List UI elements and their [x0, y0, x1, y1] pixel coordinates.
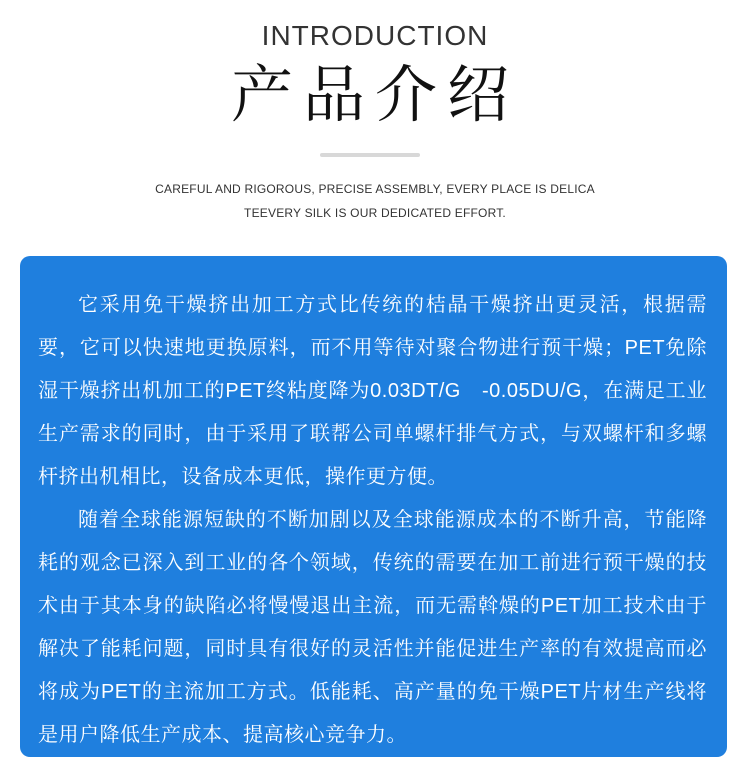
subtitle [0, 177, 750, 225]
title-divider [320, 153, 420, 157]
page-title: 产品介绍 [230, 61, 519, 130]
intro-paragraph-1: 它采用免干燥挤出加工方式比传统的桔晶干燥挤出更灵活，根据需要，它可以快速地更换原料，而不用等待对聚合物进行预干燥；PET免除湿干燥挤出机加工的PET终粘度降为0.03DT/G -0.05DU/G，在满足工业生产需求的同时，由于采用了联帮公司单螺杆排气方式，与双螺杆和多螺杆挤出机相比，设备成本更低，操作更方便。 [38, 294, 707, 488]
intro-paragraph-2: 随着全球能源短缺的不断加剧以及全球能源成本的不断升高，节能降耗的观念已深入到工业的各个领域，传统的需要在加工前进行预干燥的技术由于其本身的缺陷必将慢慢退出主流，而无需斡燥的PET加工技术由于解决了能耗问题，同时具有很好的灵活性并能促进生产率的有效提高而必将成为PET的主流加工方式。低能耗、高产量的免干燥PET片材生产线将是用户降低生产成本、提高核心竞争力。 [38, 509, 707, 746]
intro-label: INTRODUCTION [261, 20, 489, 51]
subtitle-line-2: TEEVERY SILK IS OUR DEDICATED EFFORT. [244, 206, 506, 220]
subtitle-line-1: CAREFUL AND RIGOROUS, PRECISE ASSEMBLY, EVERY PLACE IS DELICA [155, 182, 595, 196]
intro-content-card [20, 256, 727, 757]
